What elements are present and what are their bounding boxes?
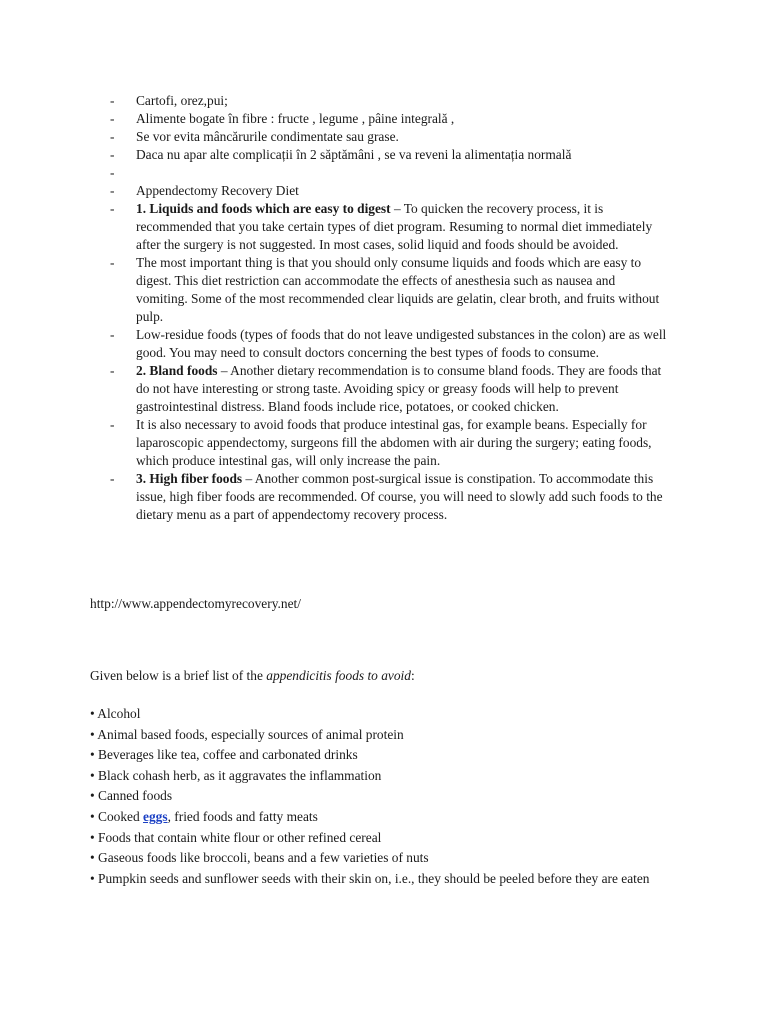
dash-marker: - xyxy=(110,363,115,378)
section-heading: Appendectomy Recovery Diet xyxy=(136,183,299,198)
list-item: • Black cohash herb, as it aggravates the inflammation xyxy=(90,767,382,783)
dash-marker: - xyxy=(110,201,115,216)
list-item xyxy=(90,807,690,828)
item-bold-lead: 1. Liquids and foods which are easy to digest xyxy=(136,201,391,216)
list-item: • Alcohol xyxy=(90,706,141,721)
item-text: Low-residue foods (types of foods that do not leave undigested substances in the colon) are as well good. You may need to consult doctors concerning the best types of foods to consume. xyxy=(136,327,667,360)
item-bold-lead: 2. Bland foods xyxy=(136,363,218,378)
list-item xyxy=(110,326,670,362)
item-bold-lead: 3. High fiber foods xyxy=(136,471,243,486)
item-text: • Cooked xyxy=(90,808,144,824)
intro-colon: : xyxy=(410,668,415,683)
list-item: • Animal based foods, especially sources of animal protein xyxy=(90,726,404,742)
list-item-heading xyxy=(110,182,670,200)
list-item xyxy=(110,146,670,164)
list-item: • Canned foods xyxy=(90,788,173,804)
item-text: Daca nu apar alte complicații în 2 săptămâni , se va reveni la alimentația normală xyxy=(136,147,572,162)
source-url: http://www.appendectomyrecovery.net/ xyxy=(90,596,301,611)
item-text: Alimente bogate în fibre : fructe , legume , pâine integrală , xyxy=(136,111,455,126)
dash-marker: - xyxy=(110,147,115,162)
list-item xyxy=(110,416,670,470)
list-item xyxy=(110,92,670,110)
eggs-link[interactable]: eggs xyxy=(143,808,168,824)
list-item xyxy=(110,362,670,416)
dash-marker: - xyxy=(110,129,115,144)
list-item xyxy=(110,128,670,146)
list-item: • Gaseous foods like broccoli, beans and a few varieties of nuts xyxy=(90,850,429,866)
item-text: Cartofi, orez,pui; xyxy=(136,93,228,108)
list-item xyxy=(110,200,670,254)
item-text: – Another dietary recommendation is to consume bland foods. They are foods that do not have interesting or strong taste. Avoiding spicy or greasy foods will help to prevent gastrointestinal distress. Bland foods include rice, potatoes, or cooked chicken. xyxy=(136,363,662,414)
list-item xyxy=(110,470,670,524)
list-item xyxy=(110,254,670,326)
dash-marker: - xyxy=(110,111,115,126)
item-text: – Another common post-surgical issue is constipation. To accommodate this issue, high fiber foods are recommended. Of course, you will need to slowly add such foods to the dietary menu as a part of appendectomy recovery process. xyxy=(136,471,663,522)
item-text: Se vor evita mâncărurile condimentate sau grase. xyxy=(136,129,399,144)
intro-italic: appendicitis foods to avoid xyxy=(266,668,411,683)
list-item: • Pumpkin seeds and sunflower seeds with their skin on, i.e., they should be peeled before they are eaten xyxy=(90,870,650,886)
dash-marker: - xyxy=(110,165,115,180)
item-text: It is also necessary to avoid foods that produce intestinal gas, for example beans. Especially for laparoscopic appendectomy, surgeons fill the abdomen with air during the surgery; eating foods, which produce intestinal gas, will only increase the pain. xyxy=(136,417,652,468)
dash-marker: - xyxy=(110,183,115,198)
list-item-empty xyxy=(110,164,670,182)
dash-marker: - xyxy=(110,417,115,432)
dash-list xyxy=(110,92,670,524)
item-text: , fried foods and fatty meats xyxy=(167,808,318,824)
item-text: – To quicken the recovery process, it is recommended that you take certain types of diet program. Resuming to normal diet immediately after the surgery is not suggested. In most cases, solid liquid and foods should be avoided. xyxy=(136,201,653,252)
dash-marker: - xyxy=(110,93,115,108)
list-item: • Beverages like tea, coffee and carbonated drinks xyxy=(90,747,358,763)
dash-marker: - xyxy=(110,327,115,342)
dash-marker: - xyxy=(110,255,115,270)
list-item xyxy=(110,110,670,128)
list-item: • Foods that contain white flour or other refined cereal xyxy=(90,829,382,845)
foods-to-avoid-list xyxy=(90,704,690,889)
item-text: The most important thing is that you should only consume liquids and foods which are easy to digest. This diet restriction can accommodate the effects of anesthesia such as nausea and vomiting. Some of the most recommended clear liquids are gelatin, clear broth, and fruits without pulp. xyxy=(136,255,660,324)
dash-marker: - xyxy=(110,471,115,486)
intro-paragraph xyxy=(90,666,415,686)
intro-text: Given below is a brief list of the xyxy=(90,668,267,683)
